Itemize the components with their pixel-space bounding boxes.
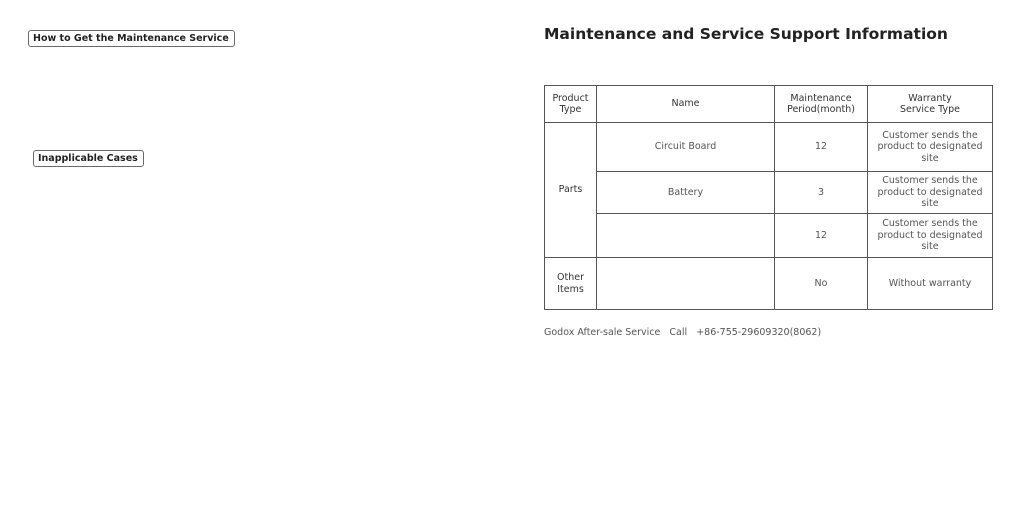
part-name-cell: [597, 214, 775, 258]
maintenance-service-heading: How to Get the Maintenance Service: [28, 30, 235, 47]
header-name: Name: [597, 86, 775, 123]
header-product-type: Product Type: [545, 86, 597, 123]
part-warranty-cell: Customer sends the product to designated site: [868, 123, 993, 172]
parts-label-cell: Parts: [545, 123, 597, 258]
other-name-cell: [597, 258, 775, 310]
other-items-label-cell: Other Items: [545, 258, 597, 310]
part-period-cell: 3: [775, 172, 868, 214]
table-header-row: [545, 86, 993, 123]
page-title: Maintenance and Service Support Information: [544, 25, 948, 43]
header-maintenance-period: Maintenance Period(month): [775, 86, 868, 123]
table-row: [545, 214, 993, 258]
part-name-cell: Battery: [597, 172, 775, 214]
part-warranty-cell: Customer sends the product to designated site: [868, 214, 993, 258]
table-row: [545, 123, 993, 172]
other-period-cell: No: [775, 258, 868, 310]
table-row: [545, 258, 993, 310]
part-period-cell: 12: [775, 214, 868, 258]
part-name-cell: Circuit Board: [597, 123, 775, 172]
call-label: Call: [669, 327, 688, 338]
inapplicable-cases-heading: Inapplicable Cases: [33, 150, 144, 167]
table-row: [545, 172, 993, 214]
part-period-cell: 12: [775, 123, 868, 172]
after-sale-label: Godox After-sale Service: [544, 327, 661, 338]
other-warranty-cell: Without warranty: [868, 258, 993, 310]
after-sale-contact: [544, 327, 821, 338]
header-warranty-type: Warranty Service Type: [868, 86, 993, 123]
part-warranty-cell: Customer sends the product to designated site: [868, 172, 993, 214]
service-support-table: [544, 85, 993, 310]
phone-number: +86-755-29609320(8062): [696, 327, 822, 338]
